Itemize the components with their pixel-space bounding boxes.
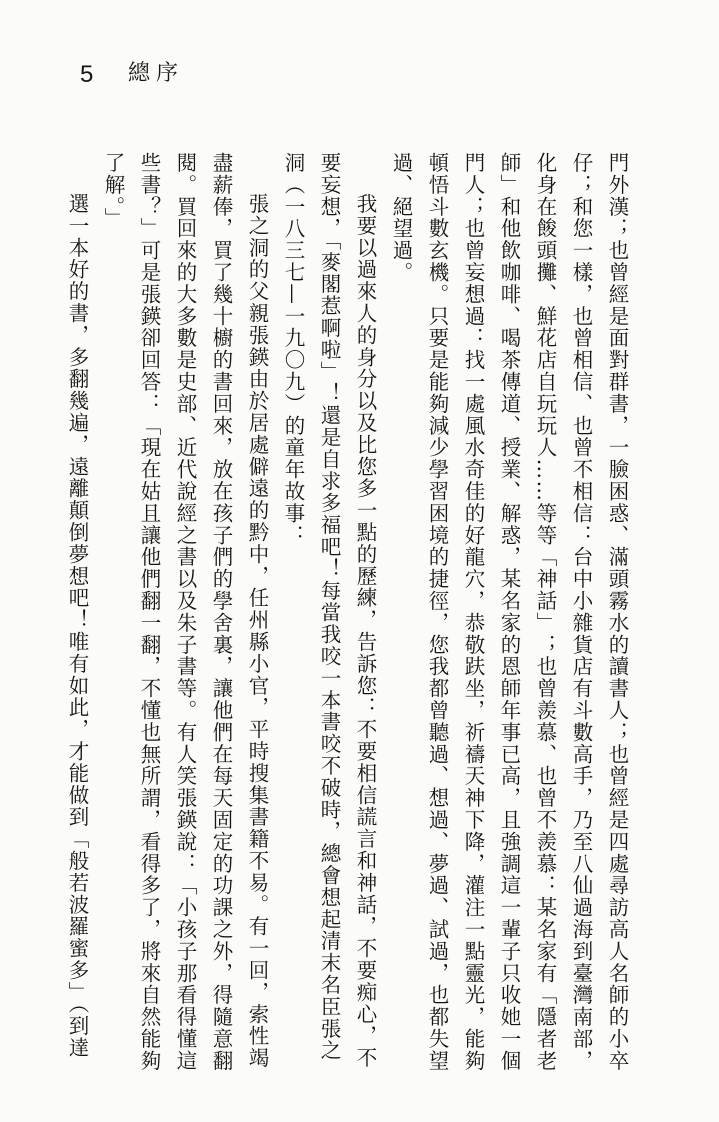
paragraph: 我要以過來人的身分以及比您多一點的歷練，告訴您：不要相信謊言和神話，不要痴心，不要妄想，「麥閣惹啊啦」！還是自求多福吧！每當我咬一本書咬不破時，總會想起清末名臣張之洞（一八三七—一九〇九）的童年故事： [281,152,377,1069]
running-head-title: 總序 [128,61,185,86]
paragraph: 門外漢；也曾經是面對群書，一臉困惑、滿頭霧水的讀書人；也曾經是四處尋訪高人名師的小卒仔；和您一樣，也曾相信、也曾不相信：台中小雜貨店有斗數高手，乃至八仙過海到臺灣南部，化身在餕頭攤、鮮花店自玩玩人……等等「神話」；也曾羨慕、也曾不羨慕：某名家有「隱者老師」和他飲咖啡、喝茶傳道、授業、解惑，某名家的恩師年事已高，且強調這一輩子只收她一個門人；也曾妄想過：找一處風水奇佳的好龍穴，恭敬趺坐，祈禱天神下降，灌注一點靈光，能夠頓悟斗數玄機。只要是能夠減少學習困境的捷徑，您我都曾聽過、想過、夢過、試過，也都失望過、絕望過。 [389,152,629,1072]
paragraph: 選一本好的書，多翻幾遍，遠離顛倒夢想吧！唯有如此，才能做到「般若波羅蜜多」（到達 [65,193,89,1059]
page-number: 5 [80,61,94,88]
body-text [65,152,635,1072]
paragraph: 張之洞的父親張鍈由於居處僻遠的黔中，任州縣小官，平時搜集書籍不易。有一回，索性竭盡薪俸，買了幾十櫥的書回來，放在孩子們的學舍裏，讓他們在每天固定的功課之外，得隨意翻閱。買回來的大多數是史部、近代說經之書以及朱子書等。有人笑張鍈說：「小孩子那看得懂這些書？」可是張鍈卻回答：「現在姑且讓他們翻一翻，不懂也無所謂，看得多了，將來自然能夠了解。」 [101,152,269,1072]
